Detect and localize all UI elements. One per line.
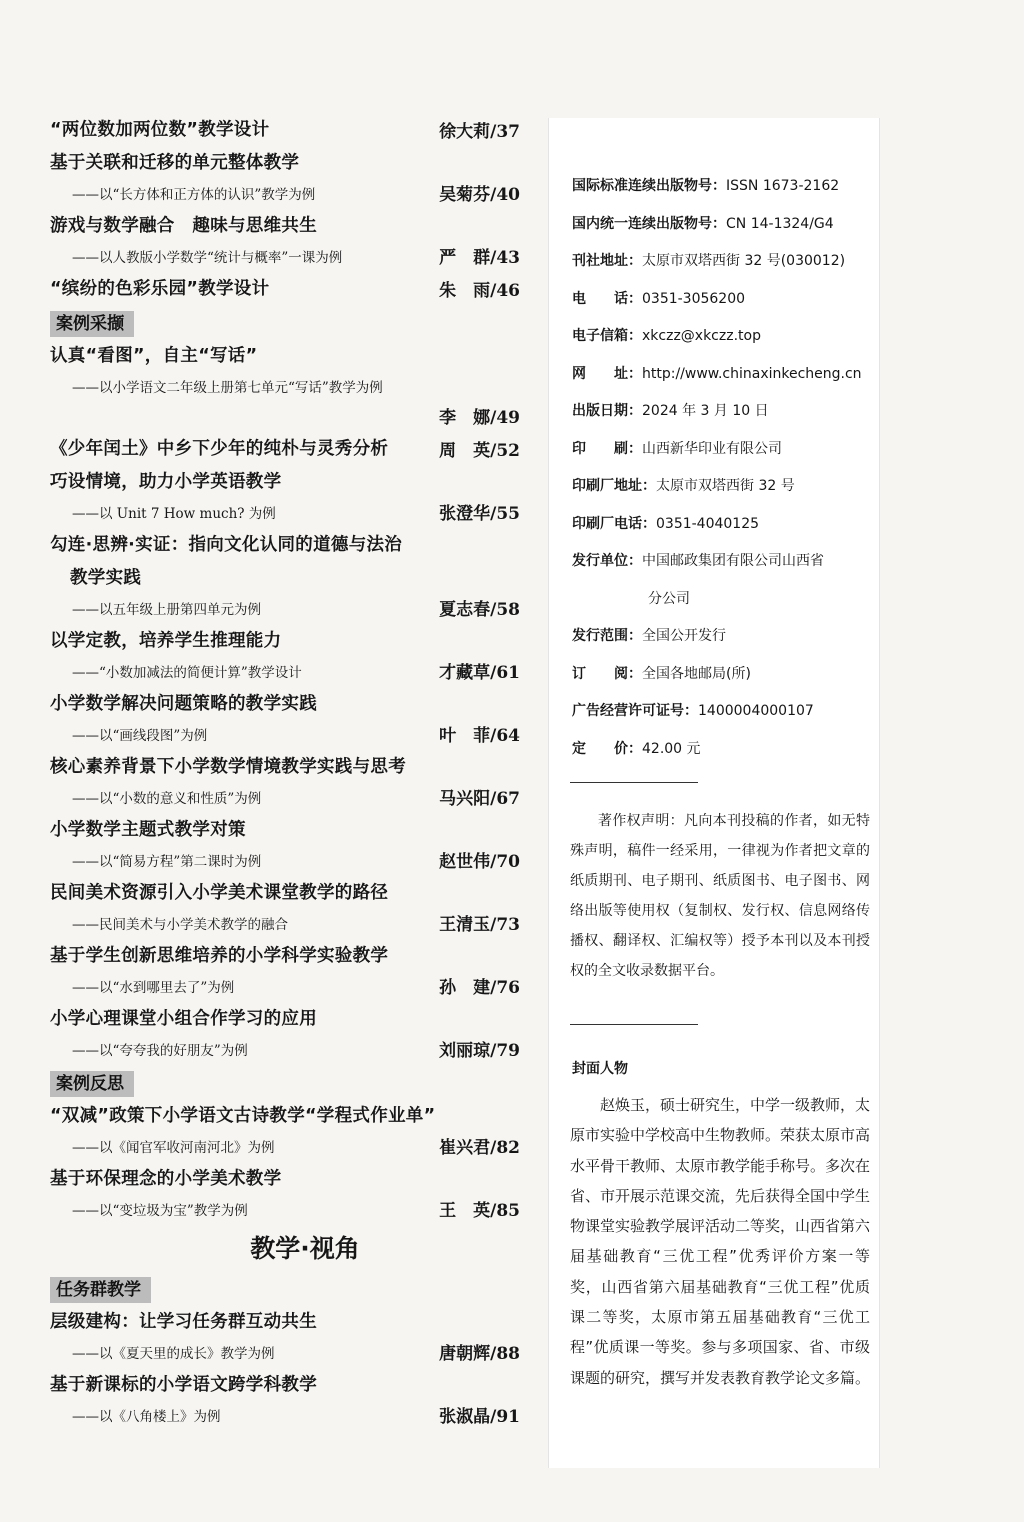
entry-author-page: 王 英/85 [439, 1201, 520, 1221]
toc-entry[interactable] [50, 688, 530, 751]
website-link[interactable]: http://www.chinaxinkecheng.cn [642, 365, 862, 382]
entry-title: “缤纷的色彩乐园”教学设计 [50, 279, 270, 299]
toc-entry[interactable] [50, 433, 530, 466]
entry-author-page: 吴菊芬/40 [439, 185, 520, 205]
entry-subtitle: ——民间美术与小学美术教学的融合 [72, 917, 288, 933]
phone-row: 电 话：0351-3056200 [572, 290, 746, 307]
subscription-row: 订 阅：全国各地邮局(所) [572, 665, 751, 682]
entry-author-page: 才藏草/61 [439, 663, 520, 683]
divider [570, 1024, 698, 1025]
entry-title: 勾连·思辨·实证：指向文化认同的道德与法治 [50, 535, 403, 555]
entry-author-page: 严 群/43 [439, 248, 520, 268]
divider [570, 782, 698, 783]
section-header-task-group: 任务群教学 [50, 1277, 151, 1303]
entry-title: 小学数学主题式教学对策 [50, 820, 246, 840]
entry-title: 基于新课标的小学语文跨学科教学 [50, 1375, 317, 1395]
entry-author-page: 李 娜/49 [439, 408, 520, 428]
entry-author-page: 唐朝辉/88 [439, 1344, 520, 1364]
publisher-row: 发行单位：中国邮政集团有限公司山西省 [572, 553, 824, 569]
entry-subtitle: ——“小数加减法的简便计算”教学设计 [72, 665, 302, 681]
entry-title: 基于学生创新思维培养的小学科学实验教学 [50, 946, 389, 966]
entry-subtitle: ——以小学语文二年级上册第七单元“写话”教学为例 [72, 380, 383, 396]
toc-entry[interactable] [50, 273, 530, 306]
section-header-case-reflection: 案例反思 [50, 1071, 134, 1097]
printer-address-row: 印刷厂地址：太原市双塔西街 32 号 [572, 478, 795, 494]
entry-author-page: 王清玉/73 [439, 915, 520, 935]
entry-subtitle: ——以“简易方程”第二课时为例 [72, 854, 262, 870]
distribution-range-row: 发行范围：全国公开发行 [572, 628, 726, 644]
entry-author-page: 张淑晶/91 [439, 1407, 520, 1427]
cn-row: 国内统一连续出版物号：CN 14-1324/G4 [572, 215, 834, 232]
publication-details [572, 168, 872, 768]
entry-subtitle: ——以“画线段图”为例 [72, 728, 208, 744]
toc-entry[interactable] [50, 1369, 530, 1432]
toc-entry[interactable] [50, 529, 530, 625]
toc-entry[interactable] [50, 1306, 530, 1369]
entry-author-page: 张澄华/55 [439, 504, 520, 524]
entry-title: 小学心理课堂小组合作学习的应用 [50, 1009, 317, 1029]
entry-author-page: 周 英/52 [439, 441, 520, 461]
email-row: 电子信箱：xkczz@xkczz.top [572, 328, 761, 344]
entry-subtitle: ——以“水到哪里去了”为例 [72, 980, 235, 996]
toc-entry[interactable] [50, 340, 530, 433]
toc-entry[interactable] [50, 1100, 530, 1163]
cover-person-heading: 封面人物 [572, 1061, 628, 1077]
entry-subtitle: ——以“变垃圾为宝”教学为例 [72, 1203, 248, 1219]
toc-entry[interactable] [50, 114, 530, 147]
entry-subtitle: ——以“小数的意义和性质”为例 [72, 791, 262, 807]
publisher-row-continued: 分公司 [648, 590, 690, 607]
entry-subtitle: ——以“夸夸我的好朋友”为例 [72, 1043, 248, 1059]
entry-title: 游戏与数学融合 趣味与思维共生 [50, 216, 317, 236]
entry-title: 基于环保理念的小学美术教学 [50, 1169, 282, 1189]
entry-author-page: 崔兴君/82 [439, 1138, 520, 1158]
toc-entry[interactable] [50, 210, 530, 273]
entry-subtitle: ——以“长方体和正方体的认识”教学为例 [72, 187, 316, 203]
entry-author-page: 徐大莉/37 [439, 122, 520, 142]
table-of-contents [50, 114, 530, 1432]
entry-title: 小学数学解决问题策略的教学实践 [50, 694, 317, 714]
date-row: 出版日期：2024 年 3 月 10 日 [572, 403, 769, 419]
printer-phone-row: 印刷厂电话：0351-4040125 [572, 515, 760, 532]
entry-title: 层级建构：让学习任务群互动共生 [50, 1312, 317, 1332]
printer-row: 印 刷：山西新华印业有限公司 [572, 440, 782, 457]
entry-author-page: 夏志春/58 [439, 600, 520, 620]
column-heading: 教学·视角 [250, 1234, 360, 1263]
section-header-case-collection: 案例采撷 [50, 311, 134, 337]
price-row: 定 价：42.00 元 [572, 740, 701, 757]
entry-subtitle: ——以《闻官军收河南河北》为例 [72, 1140, 275, 1156]
entry-author-page: 朱 雨/46 [439, 281, 520, 301]
email-link[interactable]: xkczz@xkczz.top [642, 328, 761, 344]
entry-author-page: 刘丽琼/79 [439, 1041, 520, 1061]
toc-entry[interactable] [50, 814, 530, 877]
entry-title: 核心素养背景下小学数学情境教学实践与思考 [50, 757, 406, 777]
entry-subtitle: ——以《夏天里的成长》教学为例 [72, 1346, 275, 1362]
toc-entry[interactable] [50, 877, 530, 940]
cover-person-bio: 赵焕玉，硕士研究生，中学一级教师，太原市实验中学校高中生物教师。荣获太原市高水平骨干教师、太原市教学能手称号。多次在省、市开展示范课交流，先后获得全国中学生物课堂实验教学展评活动二等奖，山西省第六届基础教育“三优工程”优秀评价方案一等奖，山西省第六届基础教育“三优工程”优质课二等奖，太原市第五届基础教育“三优工程”优质课一等奖。参与多项国家、省、市级课题的研究，撰写并发表教育教学论文多篇。 [570, 1096, 871, 1387]
entry-title-continued: 教学实践 [70, 568, 142, 588]
copyright-notice: 著作权声明：凡向本刊投稿的作者，如无特殊声明，稿件一经采用，一律视为作者把文章的纸质期刊、电子期刊、纸质图书、电子图书、网络出版等使用权（复制权、发行权、信息网络传播权、翻译权、汇编权等）授予本刊以及本刊授权的全文收录数据平台。 [570, 813, 870, 979]
entry-title: 民间美术资源引入小学美术课堂教学的路径 [50, 883, 389, 903]
toc-entry[interactable] [50, 1163, 530, 1226]
entry-author-page: 孙 建/76 [439, 978, 520, 998]
entry-title: 《少年闰土》中乡下少年的纯朴与灵秀分析 [50, 439, 389, 459]
issn-row: 国际标准连续出版物号：ISSN 1673-2162 [572, 178, 840, 194]
entry-author-page: 赵世伟/70 [439, 852, 520, 872]
toc-entry[interactable] [50, 147, 530, 210]
entry-subtitle: ——以 Unit 7 How much? 为例 [72, 506, 276, 522]
toc-entry[interactable] [50, 625, 530, 688]
entry-title: 巧设情境，助力小学英语教学 [50, 472, 282, 492]
entry-title: “两位数加两位数”教学设计 [50, 120, 270, 140]
ad-license-row: 广告经营许可证号：1400004000107 [572, 703, 814, 719]
entry-author-page: 马兴阳/67 [439, 789, 520, 809]
entry-author-page: 叶 菲/64 [439, 726, 520, 746]
address-row: 刊社地址：太原市双塔西街 32 号(030012) [572, 253, 846, 269]
entry-title: 认真“看图”，自主“写话” [50, 346, 258, 366]
entry-title: 以学定教，培养学生推理能力 [50, 631, 282, 651]
toc-entry[interactable] [50, 466, 530, 529]
toc-entry[interactable] [50, 940, 530, 1003]
entry-title: 基于关联和迁移的单元整体教学 [50, 153, 300, 173]
toc-entry[interactable] [50, 1003, 530, 1066]
toc-entry[interactable] [50, 751, 530, 814]
entry-title: “双减”政策下小学语文古诗教学“学程式作业单” [50, 1106, 436, 1126]
website-row: 网 址：http://www.chinaxinkecheng.cn [572, 365, 862, 382]
entry-subtitle: ——以《八角楼上》为例 [72, 1409, 221, 1425]
entry-subtitle: ——以五年级上册第四单元为例 [72, 602, 261, 618]
entry-subtitle: ——以人教版小学数学“统计与概率”一课为例 [72, 250, 343, 266]
